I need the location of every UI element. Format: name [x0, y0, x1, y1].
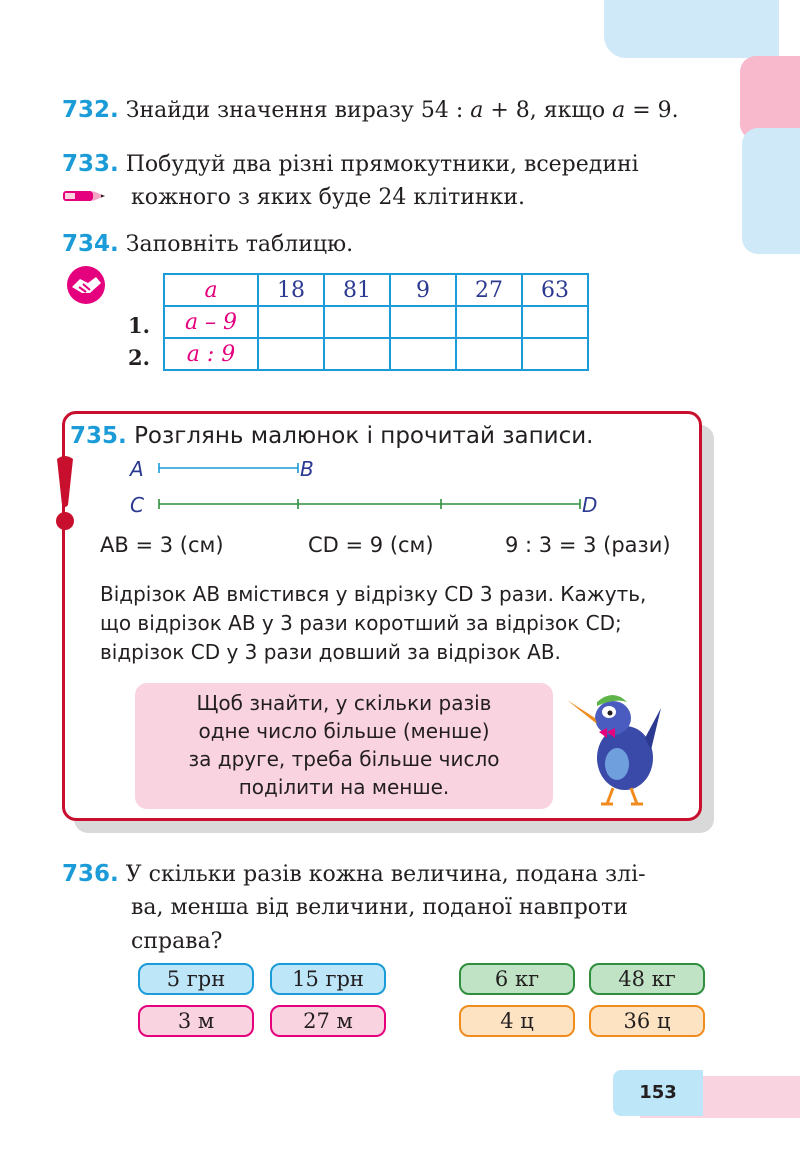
table-cell: 9	[390, 274, 456, 306]
table-cell-empty[interactable]	[324, 306, 390, 338]
explanation-line: Відрізок AB вмістився у відрізку CD 3 рази. Кажуть,	[100, 582, 647, 606]
task-number: 736.	[62, 861, 119, 887]
table-cell-empty[interactable]	[522, 306, 588, 338]
quantity-pill: 27 м	[270, 1005, 386, 1037]
table-header-cell: a	[164, 274, 258, 306]
table-header-cell: a – 9	[164, 306, 258, 338]
task-number: 735.	[70, 423, 127, 449]
quantity-pill: 5 грн	[138, 963, 254, 995]
rule-box	[135, 683, 553, 809]
table-row	[164, 306, 588, 338]
row-index: 1.	[128, 313, 150, 338]
explanation-paragraph	[100, 580, 646, 667]
task-line: ва, менша від величини, поданої навпроти	[131, 895, 628, 920]
task-line: справа?	[131, 929, 223, 954]
values-table	[163, 273, 589, 371]
explanation-line: що відрізок AB у 3 рази коротший за відрізок CD;	[100, 611, 622, 635]
rule-line: Щоб знайти, у скільки разів	[196, 691, 492, 715]
point-label-c: C	[130, 493, 144, 517]
variable-a: a	[612, 98, 626, 123]
quantity-pill: 4 ц	[459, 1005, 575, 1037]
task-text: Розглянь малюнок і прочитай записи.	[134, 423, 594, 449]
variable-a: a	[470, 98, 484, 123]
rule-line: за друге, треба більше число	[188, 747, 500, 771]
table-cell-empty[interactable]	[390, 338, 456, 370]
segments-drawing	[128, 456, 608, 520]
table-cell: 63	[522, 274, 588, 306]
row-index: 2.	[128, 345, 150, 370]
task-number: 732.	[62, 97, 119, 123]
task-736	[62, 856, 722, 893]
task-732	[62, 92, 679, 129]
table-row	[164, 338, 588, 370]
side-tab-blue	[742, 128, 800, 254]
table-row	[164, 274, 588, 306]
task-734	[62, 226, 353, 263]
quantity-pill: 3 м	[138, 1005, 254, 1037]
table-cell: 81	[324, 274, 390, 306]
equation-cd: CD = 9 (см)	[308, 533, 434, 557]
task-733	[62, 146, 639, 183]
equation-ab: AB = 3 (см)	[100, 533, 224, 557]
table-cell-empty[interactable]	[258, 338, 324, 370]
table-cell-empty[interactable]	[390, 306, 456, 338]
task-text: Заповніть таблицю.	[125, 232, 354, 257]
pencil-icon	[62, 186, 106, 206]
table-cell-empty[interactable]	[324, 338, 390, 370]
quantity-pill: 48 кг	[589, 963, 705, 995]
table-header-cell: a : 9	[164, 338, 258, 370]
table-cell-empty[interactable]	[522, 338, 588, 370]
rule-line: поділити на менше.	[238, 775, 450, 799]
table-cell-empty[interactable]	[456, 306, 522, 338]
explanation-line: відрізок CD у 3 рази довший за відрізок AB.	[100, 640, 561, 664]
page-number: 153	[639, 1082, 677, 1103]
bird-mascot-icon	[565, 688, 675, 808]
table-cell: 27	[456, 274, 522, 306]
equation-ratio: 9 : 3 = 3 (рази)	[505, 533, 671, 557]
quantity-pill: 15 грн	[270, 963, 386, 995]
quantity-pill: 6 кг	[459, 963, 575, 995]
task-text-part: = 9.	[625, 98, 679, 123]
task-733-line2: кожного з яких буде 24 клітинки.	[131, 185, 525, 210]
point-label-b: B	[300, 457, 314, 481]
point-label-a: A	[130, 457, 144, 481]
exclamation-icon	[52, 455, 78, 535]
task-line: Побудуй два різні прямокутники, всередині	[125, 152, 639, 177]
table-cell-empty[interactable]	[258, 306, 324, 338]
table-cell-empty[interactable]	[456, 338, 522, 370]
table-cell: 18	[258, 274, 324, 306]
task-number: 734.	[62, 231, 119, 257]
rule-line: одне число більше (менше)	[198, 719, 490, 743]
task-number: 733.	[62, 151, 119, 177]
handshake-icon	[64, 265, 108, 305]
task-text-part: + 8, якщо	[483, 98, 613, 123]
point-label-d: D	[582, 493, 598, 517]
quantity-pill: 36 ц	[589, 1005, 705, 1037]
task-text-part: Знайди значення виразу 54 :	[125, 98, 471, 123]
task-735-title	[70, 418, 594, 454]
corner-tab-top	[604, 0, 779, 58]
task-line: У скільки разів кожна величина, подана злі-	[125, 862, 646, 887]
